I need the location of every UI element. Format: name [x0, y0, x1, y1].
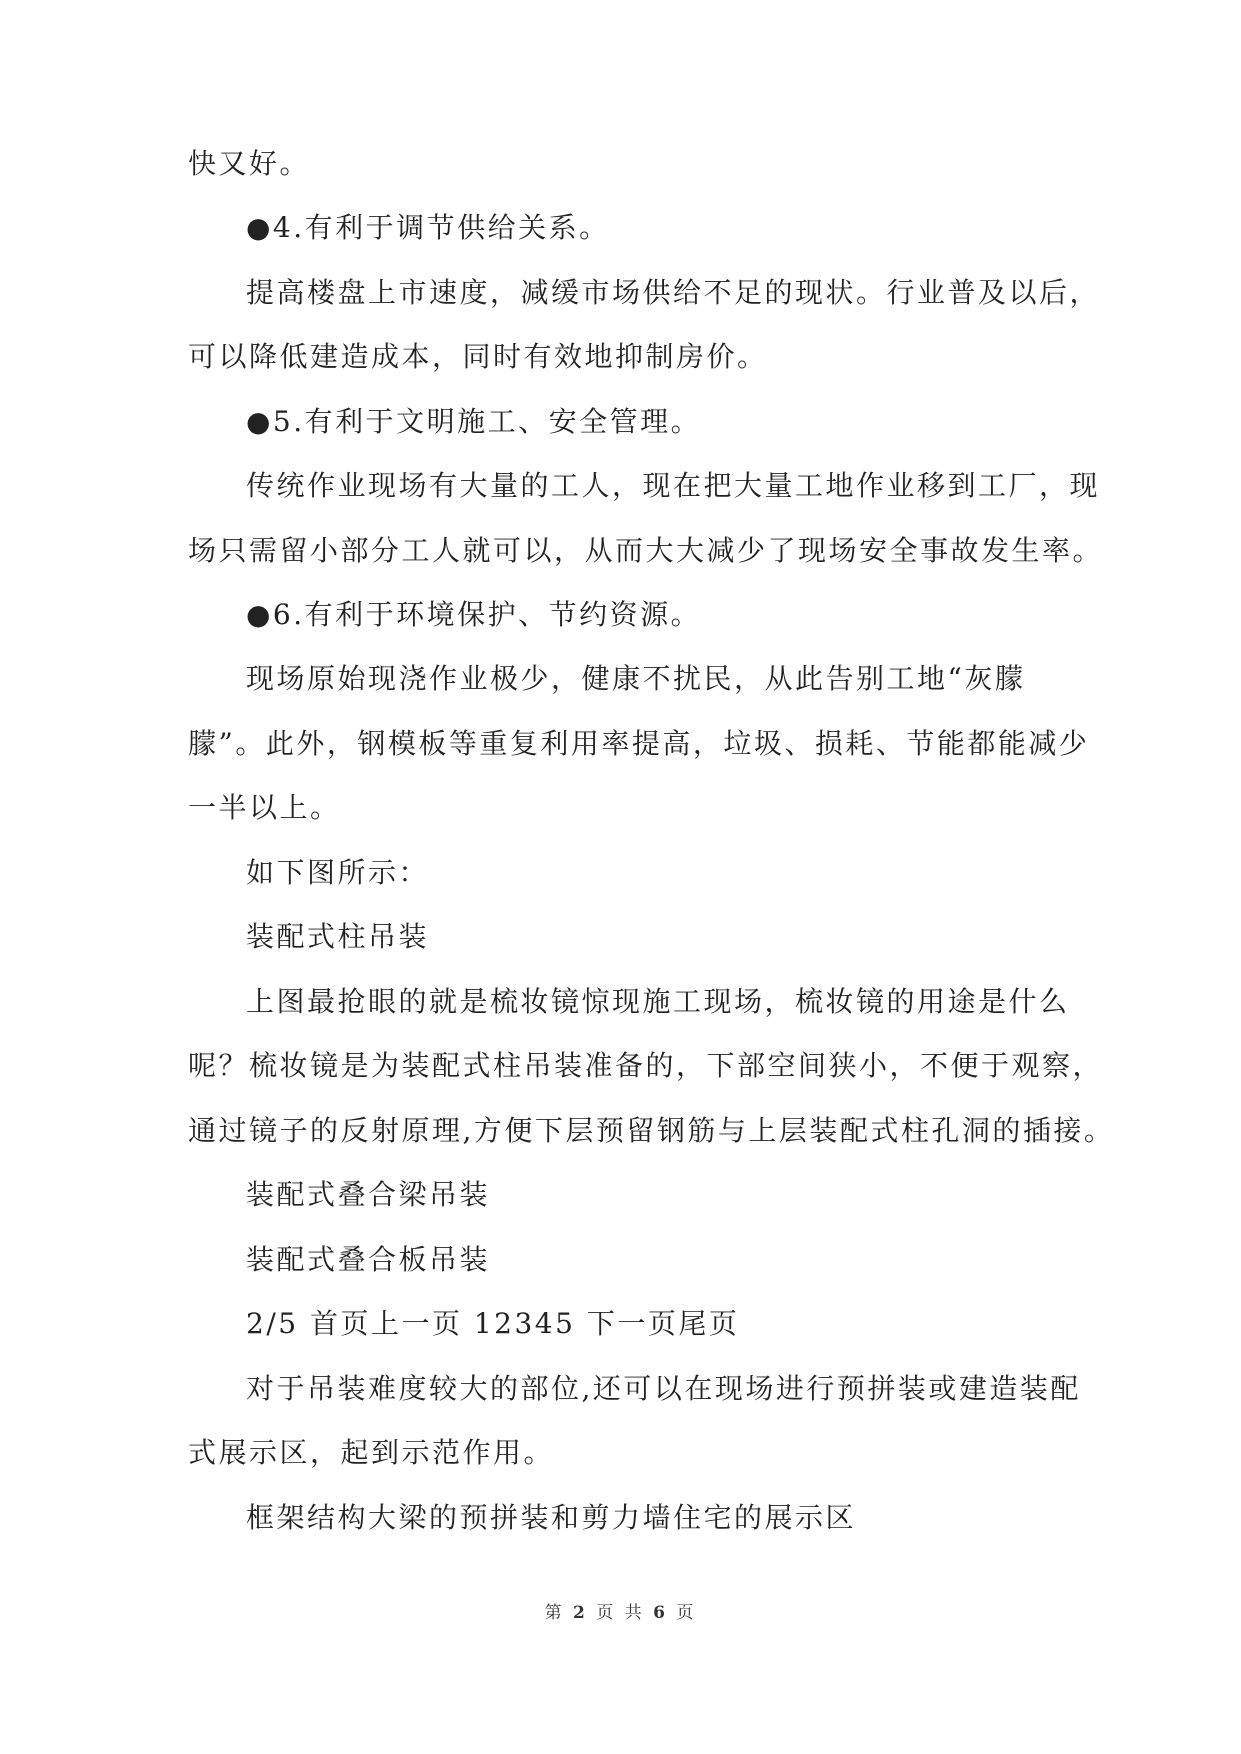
footer-suffix: 页 — [676, 1603, 697, 1623]
section-heading: ●6.有利于环境保护、节约资源。 — [246, 598, 702, 631]
paragraph-line: 可以降低建造成本，同时有效地抑制房价。 — [188, 340, 768, 373]
footer-prefix: 第 — [544, 1603, 565, 1623]
paragraph-line: 快又好。 — [188, 147, 311, 180]
image-caption: 装配式柱吊装 — [246, 920, 430, 953]
paragraph-line: 如下图所示： — [246, 856, 430, 889]
image-caption: 框架结构大梁的预拼装和剪力墙住宅的展示区 — [246, 1501, 857, 1534]
section-heading: ●5.有利于文明施工、安全管理。 — [246, 405, 702, 438]
paragraph-line: 传统作业现场有大量的工人，现在把大量工地作业移到工厂，现 — [246, 469, 1101, 502]
paragraph-line: 提高楼盘上市速度，减缓市场供给不足的现状。行业普及以后， — [246, 276, 1101, 309]
paragraph-line: 式展示区，起到示范作用。 — [188, 1436, 555, 1469]
paragraph-line: 呢？梳妆镜是为装配式柱吊装准备的，下部空间狭小，不便于观察， — [188, 1049, 1104, 1082]
paragraph-line: 场只需留小部分工人就可以，从而大大减少了现场安全事故发生率。 — [188, 534, 1104, 567]
current-page-number: 2 — [573, 1603, 588, 1623]
total-page-number: 6 — [653, 1603, 668, 1623]
paragraph-line: 现场原始现浇作业极少，健康不扰民，从此告别工地“灰朦 — [246, 662, 1026, 695]
paragraph-line: 通过镜子的反射原理,方便下层预留钢筋与上层装配式柱孔洞的插接。 — [188, 1114, 1115, 1147]
page-footer — [0, 1602, 1241, 1624]
footer-middle: 页 共 — [596, 1603, 645, 1623]
paragraph-line: 朦”。此外，钢模板等重复利用率提高，垃圾、损耗、节能都能减少 — [188, 727, 1090, 760]
paragraph-line: 上图最抢眼的就是梳妆镜惊现施工现场，梳妆镜的用途是什么 — [246, 985, 1070, 1018]
paragraph-line: 一半以上。 — [188, 791, 341, 824]
paragraph-line: 对于吊装难度较大的部位,还可以在现场进行预拼装或建造装配 — [246, 1372, 1081, 1405]
image-caption: 装配式叠合板吊装 — [246, 1243, 491, 1276]
section-heading: ●4.有利于调节供给关系。 — [246, 211, 610, 244]
image-caption: 装配式叠合梁吊装 — [246, 1178, 491, 1211]
pagination-text: 2/5 首页上一页 12345 下一页尾页 — [246, 1307, 740, 1340]
